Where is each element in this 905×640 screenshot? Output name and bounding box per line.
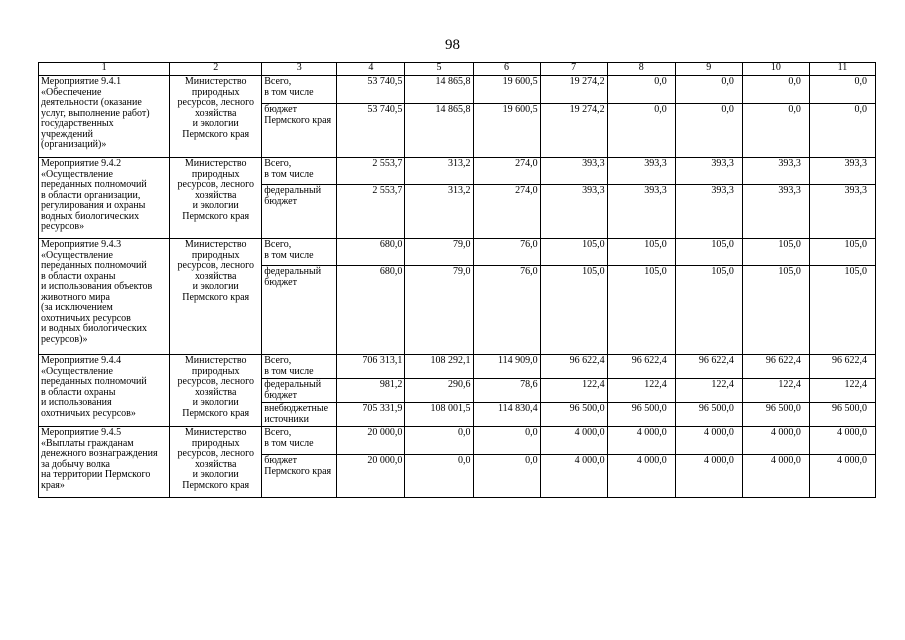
column-header: 11	[809, 63, 875, 76]
table-row	[39, 427, 876, 455]
executor-cell: Министерство природных ресурсов, лесного хозяйства и экологии Пермского края	[170, 76, 262, 158]
amount-cell: 108 292,1	[405, 355, 473, 379]
amount-cell: 4 000,0	[809, 427, 875, 455]
amount-cell: 105,0	[675, 266, 742, 355]
amount-cell: 19 600,5	[473, 104, 540, 158]
funding-source-cell: бюджет Пермского края	[262, 104, 337, 158]
column-header: 4	[337, 63, 405, 76]
funding-source-cell: федеральный бюджет	[262, 266, 337, 355]
amount-cell: 4 000,0	[742, 427, 809, 455]
amount-cell: 393,3	[809, 158, 875, 185]
amount-cell: 290,6	[405, 379, 473, 403]
amount-cell: 0,0	[675, 104, 742, 158]
amount-cell: 0,0	[809, 104, 875, 158]
column-header: 10	[742, 63, 809, 76]
amount-cell: 680,0	[337, 266, 405, 355]
amount-cell: 393,3	[540, 185, 607, 239]
table-row	[39, 76, 876, 104]
amount-cell: 4 000,0	[675, 455, 742, 498]
amount-cell: 96 500,0	[607, 403, 675, 427]
amount-cell: 105,0	[809, 239, 875, 266]
amount-cell: 706 313,1	[337, 355, 405, 379]
column-header: 3	[262, 63, 337, 76]
amount-cell: 76,0	[473, 266, 540, 355]
amount-cell: 96 500,0	[675, 403, 742, 427]
funding-source-cell: внебюджетные источники	[262, 403, 337, 427]
funding-source-cell: федеральный бюджет	[262, 185, 337, 239]
amount-cell: 53 740,5	[337, 76, 405, 104]
executor-cell: Министерство природных ресурсов, лесного хозяйства и экологии Пермского края	[170, 355, 262, 427]
amount-cell: 122,4	[675, 379, 742, 403]
amount-cell: 96 622,4	[540, 355, 607, 379]
event-name-cell: Мероприятие 9.4.1 «Обеспечение деятельности (оказание услуг, выполнение работ) государственных учреждений (организаций)»	[39, 76, 170, 158]
amount-cell: 105,0	[742, 239, 809, 266]
funding-source-cell: Всего, в том числе	[262, 355, 337, 379]
amount-cell: 393,3	[540, 158, 607, 185]
event-name-cell: Мероприятие 9.4.4 «Осуществление переданных полномочий в области охраны и использования охотничьих ресурсов»	[39, 355, 170, 427]
event-name-cell: Мероприятие 9.4.2 «Осуществление переданных полномочий в области организации, регулирования и охраны водных биологических ресурсов»	[39, 158, 170, 239]
column-header: 7	[540, 63, 607, 76]
amount-cell: 4 000,0	[607, 455, 675, 498]
executor-cell: Министерство природных ресурсов, лесного хозяйства и экологии Пермского края	[170, 239, 262, 355]
amount-cell: 4 000,0	[742, 455, 809, 498]
amount-cell: 19 274,2	[540, 76, 607, 104]
amount-cell: 313,2	[405, 158, 473, 185]
amount-cell: 0,0	[473, 455, 540, 498]
funding-source-cell: Всего, в том числе	[262, 76, 337, 104]
amount-cell: 0,0	[607, 76, 675, 104]
amount-cell: 981,2	[337, 379, 405, 403]
amount-cell: 114 830,4	[473, 403, 540, 427]
column-header: 5	[405, 63, 473, 76]
amount-cell: 105,0	[675, 239, 742, 266]
executor-cell: Министерство природных ресурсов, лесного хозяйства и экологии Пермского края	[170, 427, 262, 498]
amount-cell: 393,3	[809, 185, 875, 239]
amount-cell: 96 622,4	[675, 355, 742, 379]
amount-cell: 4 000,0	[809, 455, 875, 498]
column-header: 1	[39, 63, 170, 76]
amount-cell: 105,0	[607, 239, 675, 266]
budget-table	[38, 62, 876, 498]
amount-cell: 0,0	[607, 104, 675, 158]
amount-cell: 122,4	[809, 379, 875, 403]
amount-cell: 122,4	[742, 379, 809, 403]
amount-cell: 0,0	[742, 104, 809, 158]
amount-cell: 105,0	[809, 266, 875, 355]
amount-cell: 274,0	[473, 158, 540, 185]
amount-cell: 105,0	[540, 239, 607, 266]
amount-cell: 105,0	[540, 266, 607, 355]
amount-cell: 79,0	[405, 266, 473, 355]
amount-cell: 76,0	[473, 239, 540, 266]
amount-cell: 105,0	[607, 266, 675, 355]
table-body	[39, 76, 876, 498]
funding-source-cell: бюджет Пермского края	[262, 455, 337, 498]
table-row	[39, 239, 876, 266]
amount-cell: 393,3	[607, 158, 675, 185]
amount-cell: 274,0	[473, 185, 540, 239]
amount-cell: 53 740,5	[337, 104, 405, 158]
amount-cell: 96 622,4	[809, 355, 875, 379]
amount-cell: 105,0	[742, 266, 809, 355]
amount-cell: 20 000,0	[337, 455, 405, 498]
amount-cell: 393,3	[675, 185, 742, 239]
amount-cell: 96 622,4	[607, 355, 675, 379]
amount-cell: 0,0	[405, 427, 473, 455]
column-header: 6	[473, 63, 540, 76]
event-name-cell: Мероприятие 9.4.3 «Осуществление переданных полномочий в области охраны и использования объектов животного мира (за исключением охотничьих ресурсов и водных биологических ресурсов)»	[39, 239, 170, 355]
amount-cell: 96 500,0	[540, 403, 607, 427]
amount-cell: 4 000,0	[675, 427, 742, 455]
amount-cell: 2 553,7	[337, 185, 405, 239]
funding-source-cell: Всего, в том числе	[262, 239, 337, 266]
amount-cell: 680,0	[337, 239, 405, 266]
funding-source-cell: Всего, в том числе	[262, 427, 337, 455]
amount-cell: 393,3	[742, 185, 809, 239]
amount-cell: 0,0	[675, 76, 742, 104]
amount-cell: 96 622,4	[742, 355, 809, 379]
table-row	[39, 355, 876, 379]
amount-cell: 122,4	[607, 379, 675, 403]
amount-cell: 0,0	[405, 455, 473, 498]
amount-cell: 19 274,2	[540, 104, 607, 158]
column-header: 8	[607, 63, 675, 76]
amount-cell: 96 500,0	[742, 403, 809, 427]
event-name-cell: Мероприятие 9.4.5 «Выплаты гражданам денежного вознаграждения за добычу волка на территории Пермского края»	[39, 427, 170, 498]
header-row	[39, 63, 876, 76]
amount-cell: 705 331,9	[337, 403, 405, 427]
amount-cell: 96 500,0	[809, 403, 875, 427]
amount-cell: 0,0	[473, 427, 540, 455]
page-number: 98	[445, 37, 460, 53]
table-row	[39, 158, 876, 185]
amount-cell: 4 000,0	[540, 427, 607, 455]
funding-source-cell: федеральный бюджет	[262, 379, 337, 403]
column-header: 2	[170, 63, 262, 76]
amount-cell: 393,3	[742, 158, 809, 185]
amount-cell: 0,0	[809, 76, 875, 104]
amount-cell: 393,3	[675, 158, 742, 185]
amount-cell: 4 000,0	[540, 455, 607, 498]
amount-cell: 14 865,8	[405, 76, 473, 104]
funding-source-cell: Всего, в том числе	[262, 158, 337, 185]
amount-cell: 2 553,7	[337, 158, 405, 185]
amount-cell: 79,0	[405, 239, 473, 266]
amount-cell: 4 000,0	[607, 427, 675, 455]
amount-cell: 313,2	[405, 185, 473, 239]
column-header: 9	[675, 63, 742, 76]
amount-cell: 108 001,5	[405, 403, 473, 427]
amount-cell: 0,0	[742, 76, 809, 104]
amount-cell: 122,4	[540, 379, 607, 403]
amount-cell: 19 600,5	[473, 76, 540, 104]
executor-cell: Министерство природных ресурсов, лесного хозяйства и экологии Пермского края	[170, 158, 262, 239]
amount-cell: 20 000,0	[337, 427, 405, 455]
amount-cell: 78,6	[473, 379, 540, 403]
amount-cell: 114 909,0	[473, 355, 540, 379]
amount-cell: 393,3	[607, 185, 675, 239]
amount-cell: 14 865,8	[405, 104, 473, 158]
